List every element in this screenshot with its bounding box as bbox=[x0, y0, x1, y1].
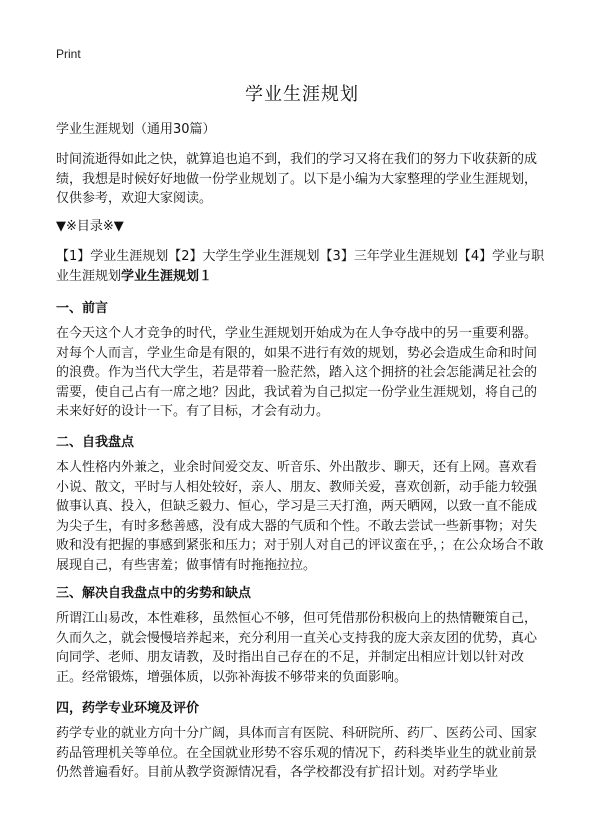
toc-marker: ▼※目录※▼ bbox=[56, 219, 124, 234]
toc-section-title: 学业生涯规划１ bbox=[121, 268, 213, 284]
toc-links[interactable]: 【1】学业生涯规划【2】大学生学业生涯规划【3】三年学业生涯规划【4】学业与职业生涯规划 bbox=[56, 249, 545, 284]
section-heading: 二、自我盘点 bbox=[56, 435, 135, 450]
section-heading: 四，药学专业环境及评价 bbox=[56, 701, 200, 716]
section-heading: 三、解决自我盘点中的劣势和缺点 bbox=[56, 586, 252, 601]
intro-paragraph: 时间流逝得如此之快，就算追也追不到，我们的学习又将在我们的努力下收获新的成绩，我想是时候好好地做一份学业规划了。以下是小编为大家整理的学业生涯规划，仅供参考，欢迎大家阅读。 bbox=[56, 152, 538, 206]
section-body: 在今天这个人才竞争的时代，学业生涯规划开始成为在人争夺战中的另一重要利器。对每个人而言，学业生命是有限的，如果不进行有效的规划，势必会造成生命和时间的浪费。作为当代大学生，若是带着一脸茫然，踏入这个拥挤的社会怎能满足社会的需要，使自己占有一席之地？因此，我试着为自己拟定一份学业生涯规划，将自己的未来好好的设计一下。有了目标，才会有动力。 bbox=[56, 326, 538, 419]
section-body: 本人性格内外兼之，业余时间爱交友、听音乐、外出散步、聊天，还有上网。喜欢看小说、散文，平时与人相处较好，亲人、朋友、教师关爱，喜欢创新，动手能力较强做事认真、投入，但缺乏毅力、恒心，学习是三天打渔，两天晒网，以致一直不能成为尖子生，有时多愁善感，没有成大器的气质和个性。不敢去尝试一些新事物；对失败和没有把握的事感到紧张和压力；对于别人对自己的评议蛮在乎，；在公众场合不敢展现自己，有些害羞；做事情有时拖拖拉拉。 bbox=[56, 460, 544, 573]
toc-line bbox=[56, 247, 548, 286]
document-title: 学业生涯规划 bbox=[245, 84, 359, 105]
section-heading: 一、前言 bbox=[56, 301, 109, 316]
section-body: 药学专业的就业方向十分广阔，具体而言有医院、科研院所、药厂、医药公司、国家药品管理机关等单位。在全国就业形势不容乐观的情况下，药科类毕业生的就业前景仍然普遍看好。目前从教学资源情况看，各学校都没有扩招计划。对药学毕业 bbox=[56, 726, 538, 780]
section-body: 所谓江山易改，本性难移，虽然恒心不够，但可凭借那份积极向上的热情鞭策自己，久而久之，就会慢慢培养起来，充分利用一直关心支持我的庞大亲友团的优势，真心向同学、老师、朋友请教，及时指出自己存在的不足，并制定出相应计划以针对改正。经常锻炼，增强体质，以弥补海拔不够带来的负面影响。 bbox=[56, 611, 538, 685]
print-label: Print bbox=[56, 47, 81, 61]
document-subtitle: 学业生涯规划（通用30篇） bbox=[56, 122, 216, 137]
